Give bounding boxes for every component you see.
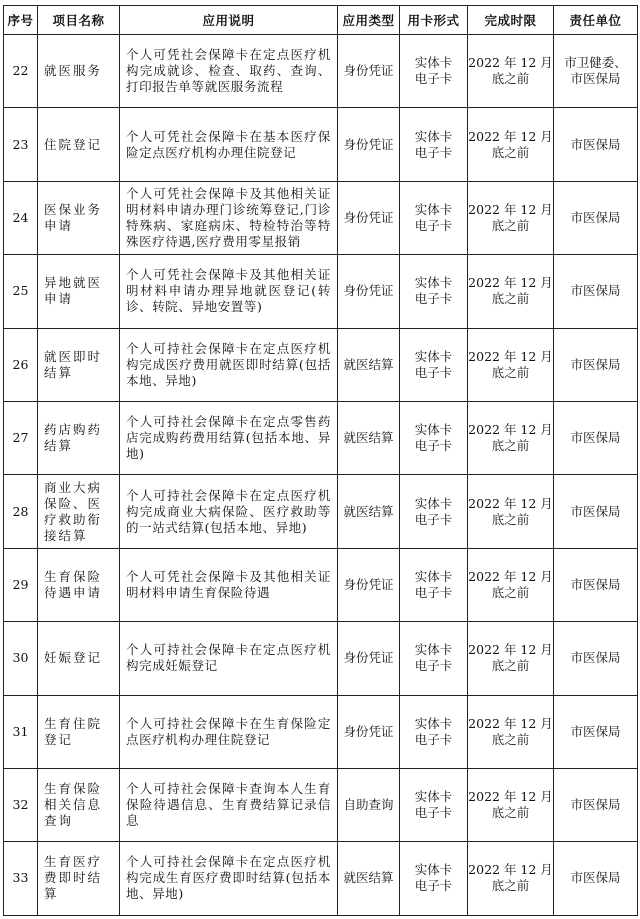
header-name: 项目名称 [38,6,120,35]
row-number: 26 [4,328,38,401]
card-form [400,695,468,768]
deadline-line: 底之前 [491,878,530,894]
responsible-unit-line: 市医保局 [570,650,621,666]
deadline-line: 底之前 [491,805,530,821]
application-type: 身份凭证 [338,695,400,768]
responsible-unit [554,475,638,548]
card-form [400,768,468,841]
application-description: 个人可持社会保障卡在定点医疗机构完成医疗费用就医即时结算(包括本地、异地) [120,328,338,401]
table-row [4,475,638,548]
card-form-line: 实体卡 [414,568,453,584]
card-form [400,842,468,915]
project-name: 生育医疗费即时结算 [38,842,120,915]
table-header-row [4,6,638,35]
application-description: 个人可持社会保障卡在定点医疗机构完成商业大病保险、医疗救助等的一站式结算(包括本地、异地) [120,475,338,548]
card-form-line: 实体卡 [414,422,453,438]
table-row [4,328,638,401]
row-number: 30 [4,622,38,695]
responsible-unit-line: 市卫健委、 [564,55,627,71]
deadline-line: 2022 年 12 月 [468,715,553,731]
application-type: 身份凭证 [338,255,400,328]
card-form-line: 电子卡 [414,364,453,380]
row-number: 32 [4,768,38,841]
deadline-line: 2022 年 12 月 [468,55,553,71]
responsible-unit-line: 市医保局 [570,356,621,372]
responsible-unit-line: 市医保局 [570,723,621,739]
application-type: 就医结算 [338,401,400,474]
row-number: 24 [4,181,38,254]
responsible-unit-line: 市医保局 [570,576,621,592]
card-form-line: 实体卡 [414,789,453,805]
project-name: 生育保险待遇申请 [38,548,120,621]
row-number: 28 [4,475,38,548]
deadline [468,181,554,254]
deadline-line: 底之前 [491,438,530,454]
project-name: 生育住院登记 [38,695,120,768]
card-form-line: 实体卡 [414,128,453,144]
responsible-unit-line: 市医保局 [570,283,621,299]
deadline [468,401,554,474]
deadline [468,35,554,108]
application-type: 身份凭证 [338,548,400,621]
card-form [400,255,468,328]
deadline-line: 2022 年 12 月 [468,201,553,217]
card-form-line: 实体卡 [414,862,453,878]
table-row [4,842,638,915]
card-form-line: 电子卡 [414,71,453,87]
deadline-line: 2022 年 12 月 [468,789,553,805]
application-type: 身份凭证 [338,108,400,181]
card-form-line: 实体卡 [414,715,453,731]
deadline-line: 2022 年 12 月 [468,568,553,584]
deadline-line: 2022 年 12 月 [468,128,553,144]
responsible-unit-line: 市医保局 [570,430,621,446]
application-description: 个人可凭社会保障卡在基本医疗保险定点医疗机构办理住院登记 [120,108,338,181]
deadline-line: 底之前 [491,731,530,747]
deadline-line: 底之前 [491,364,530,380]
card-form-line: 实体卡 [414,201,453,217]
table-row [4,401,638,474]
table-row [4,108,638,181]
responsible-unit-line: 市医保局 [570,870,621,886]
card-form-line: 电子卡 [414,878,453,894]
responsible-unit [554,768,638,841]
deadline [468,475,554,548]
table-row [4,622,638,695]
application-description: 个人可凭社会保障卡及其他相关证明材料申请办理异地就医登记(转诊、转院、异地安置等) [120,255,338,328]
table-row [4,768,638,841]
deadline-line: 底之前 [491,217,530,233]
responsible-unit-line: 市医保局 [570,71,621,87]
card-form [400,548,468,621]
application-type: 自助查询 [338,768,400,841]
project-name: 药店购药结算 [38,401,120,474]
table-row [4,181,638,254]
card-form-line: 实体卡 [414,642,453,658]
header-type: 应用类型 [338,6,400,35]
responsible-unit [554,401,638,474]
deadline-line: 2022 年 12 月 [468,862,553,878]
card-form-line: 电子卡 [414,658,453,674]
deadline [468,768,554,841]
responsible-unit [554,328,638,401]
card-form [400,35,468,108]
application-type: 身份凭证 [338,181,400,254]
application-type: 就医结算 [338,328,400,401]
responsible-unit [554,548,638,621]
table-row [4,35,638,108]
responsible-unit [554,181,638,254]
application-type: 身份凭证 [338,35,400,108]
project-name: 医保业务申请 [38,181,120,254]
responsible-unit [554,622,638,695]
deadline-line: 底之前 [491,584,530,600]
card-form-line: 实体卡 [414,55,453,71]
card-form [400,181,468,254]
card-form [400,328,468,401]
card-form-line: 电子卡 [414,291,453,307]
application-type: 身份凭证 [338,622,400,695]
responsible-unit-line: 市医保局 [570,503,621,519]
deadline-line: 2022 年 12 月 [468,642,553,658]
project-name: 商业大病保险、医疗救助衔接结算 [38,475,120,548]
card-form-line: 电子卡 [414,144,453,160]
application-description: 个人可凭社会保障卡在定点医疗机构完成就诊、检查、取药、查询、打印报告单等就医服务流程 [120,35,338,108]
service-table [3,5,638,916]
project-name: 住院登记 [38,108,120,181]
application-description: 个人可持社会保障卡在定点零售药店完成购药费用结算(包括本地、异地) [120,401,338,474]
deadline-line: 2022 年 12 月 [468,275,553,291]
card-form [400,475,468,548]
deadline-line: 2022 年 12 月 [468,495,553,511]
deadline-line: 2022 年 12 月 [468,348,553,364]
application-type: 就医结算 [338,475,400,548]
row-number: 33 [4,842,38,915]
responsible-unit-line: 市医保局 [570,797,621,813]
row-number: 25 [4,255,38,328]
card-form [400,108,468,181]
card-form-line: 电子卡 [414,511,453,527]
application-description: 个人可持社会保障卡在定点医疗机构完成妊娠登记 [120,622,338,695]
application-description: 个人可持社会保障卡在生育保险定点医疗机构办理住院登记 [120,695,338,768]
project-name: 异地就医申请 [38,255,120,328]
application-description: 个人可凭社会保障卡及其他相关证明材料申请生育保险待遇 [120,548,338,621]
table-row [4,695,638,768]
row-number: 31 [4,695,38,768]
header-desc: 应用说明 [120,6,338,35]
card-form [400,401,468,474]
deadline [468,255,554,328]
application-description: 个人可持社会保障卡查询本人生育保险待遇信息、生育费结算记录信息 [120,768,338,841]
table-row [4,548,638,621]
deadline [468,108,554,181]
deadline [468,622,554,695]
responsible-unit [554,35,638,108]
responsible-unit [554,842,638,915]
header-unit: 责任单位 [554,6,638,35]
responsible-unit [554,255,638,328]
project-name: 生育保险相关信息查询 [38,768,120,841]
row-number: 22 [4,35,38,108]
project-name: 妊娠登记 [38,622,120,695]
card-form-line: 电子卡 [414,805,453,821]
card-form-line: 电子卡 [414,731,453,747]
deadline-line: 2022 年 12 月 [468,422,553,438]
row-number: 27 [4,401,38,474]
deadline-line: 底之前 [491,291,530,307]
responsible-unit [554,108,638,181]
card-form-line: 电子卡 [414,438,453,454]
header-no: 序号 [4,6,38,35]
deadline [468,695,554,768]
responsible-unit-line: 市医保局 [570,209,621,225]
deadline-line: 底之前 [491,144,530,160]
table-row [4,255,638,328]
deadline [468,548,554,621]
deadline-line: 底之前 [491,71,530,87]
project-name: 就医即时结算 [38,328,120,401]
row-number: 29 [4,548,38,621]
card-form-line: 实体卡 [414,348,453,364]
row-number: 23 [4,108,38,181]
card-form-line: 电子卡 [414,217,453,233]
card-form [400,622,468,695]
card-form-line: 实体卡 [414,275,453,291]
card-form-line: 实体卡 [414,495,453,511]
card-form-line: 电子卡 [414,584,453,600]
header-date: 完成时限 [468,6,554,35]
deadline [468,842,554,915]
deadline [468,328,554,401]
responsible-unit-line: 市医保局 [570,136,621,152]
header-form: 用卡形式 [400,6,468,35]
application-description: 个人可凭社会保障卡及其他相关证明材料申请办理门诊统筹登记,门诊特殊病、家庭病床、特检特治等特殊医疗待遇,医疗费用零星报销 [120,181,338,254]
project-name: 就医服务 [38,35,120,108]
responsible-unit [554,695,638,768]
deadline-line: 底之前 [491,658,530,674]
deadline-line: 底之前 [491,511,530,527]
application-type: 就医结算 [338,842,400,915]
application-description: 个人可持社会保障卡在定点医疗机构完成生育医疗费即时结算(包括本地、异地) [120,842,338,915]
